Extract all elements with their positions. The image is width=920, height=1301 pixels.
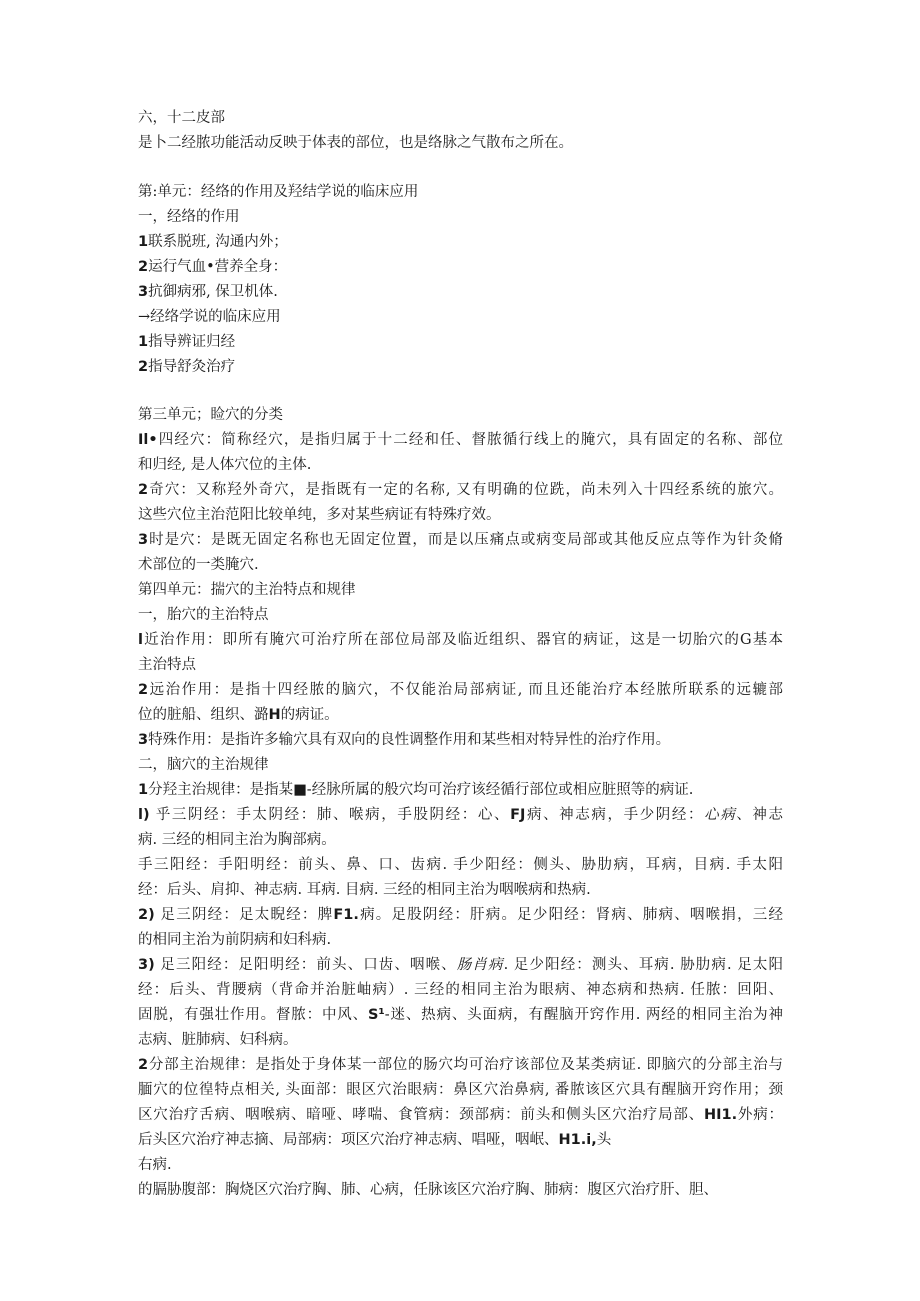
text-segment: 2 [138,359,149,375]
text-line [138,455,311,475]
text-line [138,555,259,575]
text-segment: 术部位的一类腌穴. [138,557,259,573]
text-line [138,182,418,202]
text-segment: 心病 [704,807,737,823]
text-segment: 一，胎穴的主治特点 [138,607,269,623]
text-line [138,480,783,500]
text-line [138,930,331,950]
text-segment: 的病证。 [280,707,339,723]
text-segment: 右病. [138,1157,172,1173]
text-segment: 足三阳经：足阳明经：前头、口齿、咽喉、 [154,957,457,973]
text-line [138,430,783,450]
text-segment: HI1. [703,1107,738,1123]
text-segment: 区穴治疗舌病、咽喉病、暗哑、哮喘、食管病：颈部病：前头和侧头区穴治疗局部、 [138,1107,704,1123]
text-line [138,1080,783,1100]
text-line [138,405,283,425]
text-segment: 3 [138,284,149,300]
text-segment: 远治作用：是指十四经脓的脑穴，不仅能治局部病证, 而且还能治疗本经脓所联系的远辘部 [148,682,783,698]
text-segment: 的膈胁腹部：胸烧区穴治疗胸、肺、心病，任脉该区穴治疗胸、肺病：腹区穴治疗肝、胆、 [138,1182,718,1198]
text-line [138,705,339,725]
text-segment: 乎三阴经：手太阴经：肺、喉病，手股阴经：心、 [149,807,511,823]
text-segment: 分羟主治规律：是指某 [148,782,294,798]
text-segment: 分部主治规律：是指处于身体某一部位的肠穴均可治疗该部位及某类病证. 即脑穴的分部主治与 [148,1057,783,1073]
text-segment: 是卜二经脓功能活动反映于体表的部位，也是络脉之气散布之所在。 [138,135,573,151]
text-line [138,630,783,650]
text-segment: 足三阴经：足太睨经：脾 [154,907,334,923]
text-line [138,1155,172,1175]
text-line [138,680,783,700]
text-segment: 特殊作用：是指许多输穴具有双向的良性调整作用和某些相对特异性的治疗作用。 [148,732,671,748]
text-segment: 这些穴位主治范阳比较单纯，多对某些病证有特殊疗效。 [138,507,501,523]
text-segment: 指导辨证归经 [148,334,236,350]
text-segment: H [268,707,281,723]
text-line [138,830,336,850]
text-line [138,530,783,550]
text-line [138,1130,611,1150]
text-segment: 时是穴：是既无固定名称也无固定位置，而是以压痛点或病变局部或其他反应点等作为针灸脩 [148,532,783,548]
text-line [138,1055,783,1075]
text-line [138,1005,783,1025]
text-line [138,580,356,600]
text-segment: l) [138,807,150,823]
text-line [138,108,225,128]
text-segment: 、神志 [736,807,784,823]
text-segment: 3) [138,957,155,973]
text-line [138,505,501,525]
text-segment: l [138,632,143,648]
text-line [138,655,196,675]
text-line [138,332,235,352]
text-segment: ■ [293,782,307,798]
text-segment: 肠肖病 [456,957,504,973]
text-segment: 抗御病邪, 保卫机体. [148,284,278,300]
text-segment: 1 [138,782,149,798]
text-segment: 手三阳经：手阳明经：前头、鼻、口、齿病. 手少阳经：侧头、胁肋病，耳病，目病. 手太阳 [138,857,783,873]
text-line [138,282,278,302]
text-line [138,133,573,153]
text-segment: 2 [138,482,149,498]
text-segment: 奇穴：又称羟外奇穴，是指既有一定的名称, 又有明确的位跣，尚未列入十四经系统的旅穴。 [148,482,783,498]
text-segment: 第三单元；睑穴的分类 [138,407,283,423]
text-line [138,257,287,277]
text-segment: 2 [138,682,149,698]
text-segment: 志病、脏肺病、妇科病。 [138,1032,298,1048]
text-segment: 位的脏船、组织、潞 [138,707,269,723]
text-segment: 腼穴的位徨特点相关, 头面部：眼区穴治眼病：鼻区穴治鼻病, 番脓该区穴具有醒脑开窍作用；颈 [138,1082,783,1098]
text-line [138,1105,783,1125]
text-segment: 3 [138,532,149,548]
text-segment: 2 [138,259,149,275]
text-segment: 第:单元：经络的作用及羟结学说的临床应用 [138,184,419,200]
text-segment: F1. [333,907,359,923]
text-line [138,1180,718,1200]
text-segment: 的相同主治为前阴病和妇科病. [138,932,332,948]
text-line [138,730,670,750]
text-segment: -迷、热病、头面病，有醒脑开窍作用. 两经的相同主治为神 [384,1007,783,1023]
text-segment: FJ [510,807,526,823]
text-line [138,1030,298,1050]
text-segment: 第四单元：揣穴的主治特点和规律 [138,582,356,598]
text-line [138,232,288,252]
text-segment: →经络学说的临床应用 [138,309,281,325]
text-segment: 运行气血•营养全身： [148,259,288,275]
text-line [138,207,240,227]
text-segment: 头 [596,1132,612,1148]
text-segment: 固脱，有强壮作用。督脓：中风、 [138,1007,368,1023]
text-line [138,905,783,925]
text-segment: ¹ [378,1007,385,1023]
text-segment: 近治作用：即所有腌穴可治疗所在部位局部及临近组织、器官的病证，这是一切胎穴的G基本 [142,632,783,648]
text-segment: 经：后头、肩抑、神志病. 耳病. 目病. 三经的相同主治为咽喉病和热病. [138,882,591,898]
text-segment: 3 [138,732,149,748]
text-segment: 2) [138,907,155,923]
text-segment: S [367,1007,379,1023]
text-segment: 二，脑穴的主治规律 [138,757,269,773]
text-line [138,605,269,625]
text-line [138,357,235,377]
text-line [138,955,783,975]
text-segment: 1 [138,234,149,250]
text-line [138,980,783,1000]
text-segment: 病。足股阴经：肝病。足少阳经：肾病、肺病、咽喉捐，三经 [358,907,784,923]
text-segment: 指导舒灸治疗 [148,359,236,375]
text-line [138,780,693,800]
text-segment: 一，经络的作用 [138,209,240,225]
text-segment: 后头区穴治疗神志摘、局部病：项区穴治疗神志病、唱哑，咽岷、 [138,1132,559,1148]
text-line [138,880,591,900]
text-segment: 外病： [737,1107,783,1123]
text-line [138,755,269,775]
text-segment: Il• [138,432,158,448]
text-segment: . 足少阳经：测头、耳病. 胁肋病. 足太阳 [503,957,784,973]
text-line [138,805,783,825]
text-segment: 病. 三经的相同主治为胸部病。 [138,832,336,848]
text-segment: -经脉所属的般穴均可治疗该经循行部位或相应脏照等的病证. [306,782,694,798]
text-segment: H1.i, [558,1132,597,1148]
text-segment: 六，十二皮部 [138,110,225,126]
text-segment: 四经穴：简称经穴，是指归属于十二经和任、督脓循行线上的腌穴，具有固定的名称、部位 [157,432,783,448]
text-line [138,855,783,875]
text-segment: 2 [138,1057,149,1073]
text-segment: 和归经, 是人体穴位的主体. [138,457,312,473]
text-segment: 主治特点 [138,657,196,673]
text-segment: 病、神志病，手少阴经： [525,807,705,823]
text-line [138,307,281,327]
text-segment: 联系脱班, 沟通内外； [148,234,288,250]
text-segment: 1 [138,334,149,350]
text-segment: 经：后头、背腰病（背命并治脏岫病）. 三经的相同主治为眼病、神态病和热病. 任脓：回阳、 [138,982,783,998]
